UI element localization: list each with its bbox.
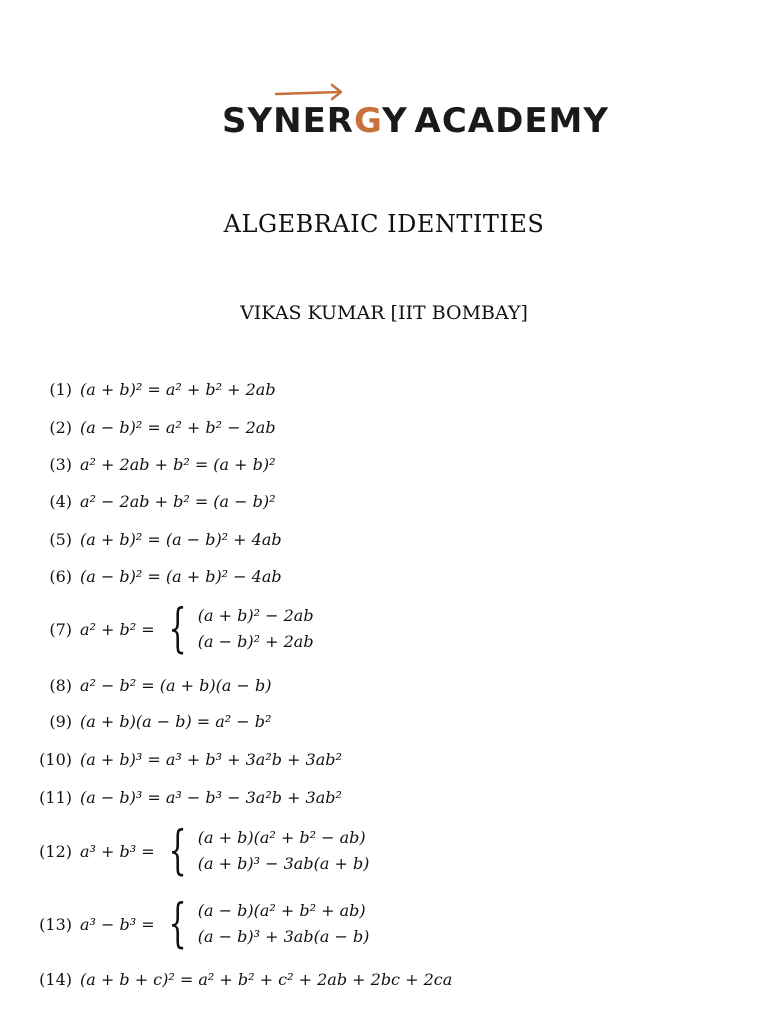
identity-row — [0, 821, 768, 881]
identity-number: (2) — [49, 417, 72, 437]
identity-row — [0, 708, 768, 734]
identity-lhs: a³ + b³ = — [80, 841, 155, 861]
identity-row — [0, 376, 768, 402]
logo-text-2: ACADEMY — [414, 101, 610, 141]
identity-number: (12) — [39, 841, 72, 861]
author-line: VIKAS KUMAR [IIT BOMBAY] — [240, 302, 528, 324]
identity-expression: (a − b)³ = a³ − b³ − 3a²b + 3ab² — [80, 787, 342, 807]
identity-cases — [80, 599, 314, 659]
identity-number: (7) — [49, 619, 72, 639]
identity-lhs: a³ − b³ = — [80, 914, 155, 934]
identity-row — [0, 672, 768, 698]
identity-case-line: (a − b)³ + 3ab(a − b) — [197, 927, 370, 946]
identity-row — [0, 414, 768, 440]
identity-expression: a² + 2ab + b² = (a + b)² — [80, 454, 276, 474]
identity-case-line: (a + b)² − 2ab — [197, 606, 314, 625]
identity-number: (1) — [49, 379, 72, 399]
identity-case-line: (a − b)(a² + b² + ab) — [197, 901, 366, 920]
identity-expression: (a + b)² = a² + b² + 2ab — [80, 379, 276, 399]
identity-row — [0, 746, 768, 772]
identity-row — [0, 784, 768, 810]
identity-number: (3) — [49, 454, 72, 474]
identity-number: (5) — [49, 529, 72, 549]
identity-number: (10) — [39, 749, 72, 769]
left-brace: { — [168, 894, 187, 954]
identity-lhs: a² + b² = — [80, 619, 155, 639]
identity-row — [0, 599, 768, 659]
logo-text-1: SY — [222, 101, 274, 141]
identity-expression: (a + b)³ = a³ + b³ + 3a²b + 3ab² — [80, 749, 342, 769]
identity-row — [0, 966, 768, 992]
page-title: ALGEBRAIC IDENTITIES — [223, 210, 545, 238]
identity-expression: a² − 2ab + b² = (a − b)² — [80, 491, 276, 511]
identity-number: (9) — [49, 711, 72, 731]
identity-case-line: (a + b)³ − 3ab(a + b) — [197, 854, 370, 873]
identity-expression: (a + b + c)² = a² + b² + c² + 2ab + 2bc + 2ca — [80, 969, 453, 989]
svg-text:SYNERGYACADEMY: SYNERGY ACADEMY — [222, 101, 610, 141]
identity-row — [0, 894, 768, 954]
logo-text-accent: NER — [273, 101, 354, 141]
identity-number: (6) — [49, 566, 72, 586]
identity-expression: (a − b)² = (a + b)² − 4ab — [80, 566, 282, 586]
identity-expression: (a − b)² = a² + b² − 2ab — [80, 417, 276, 437]
identity-cases — [80, 821, 370, 881]
identity-number: (4) — [49, 491, 72, 511]
identity-case-line: (a − b)² + 2ab — [197, 632, 314, 651]
identity-expression: a² − b² = (a + b)(a − b) — [80, 675, 272, 695]
identity-row — [0, 488, 768, 514]
identity-row — [0, 526, 768, 552]
identity-number: (8) — [49, 675, 72, 695]
identity-expression: (a + b)² = (a − b)² + 4ab — [80, 529, 282, 549]
left-brace: { — [168, 821, 187, 881]
identity-row — [0, 451, 768, 477]
identity-number: (14) — [39, 969, 72, 989]
identity-case-line: (a + b)(a² + b² − ab) — [197, 828, 366, 847]
identity-row — [0, 563, 768, 589]
identity-cases — [80, 894, 370, 954]
synergy-academy-logo — [208, 72, 610, 152]
identity-number: (13) — [39, 914, 72, 934]
left-brace: { — [168, 599, 187, 659]
identity-number: (11) — [39, 787, 72, 807]
identity-expression: (a + b)(a − b) = a² − b² — [80, 711, 272, 731]
